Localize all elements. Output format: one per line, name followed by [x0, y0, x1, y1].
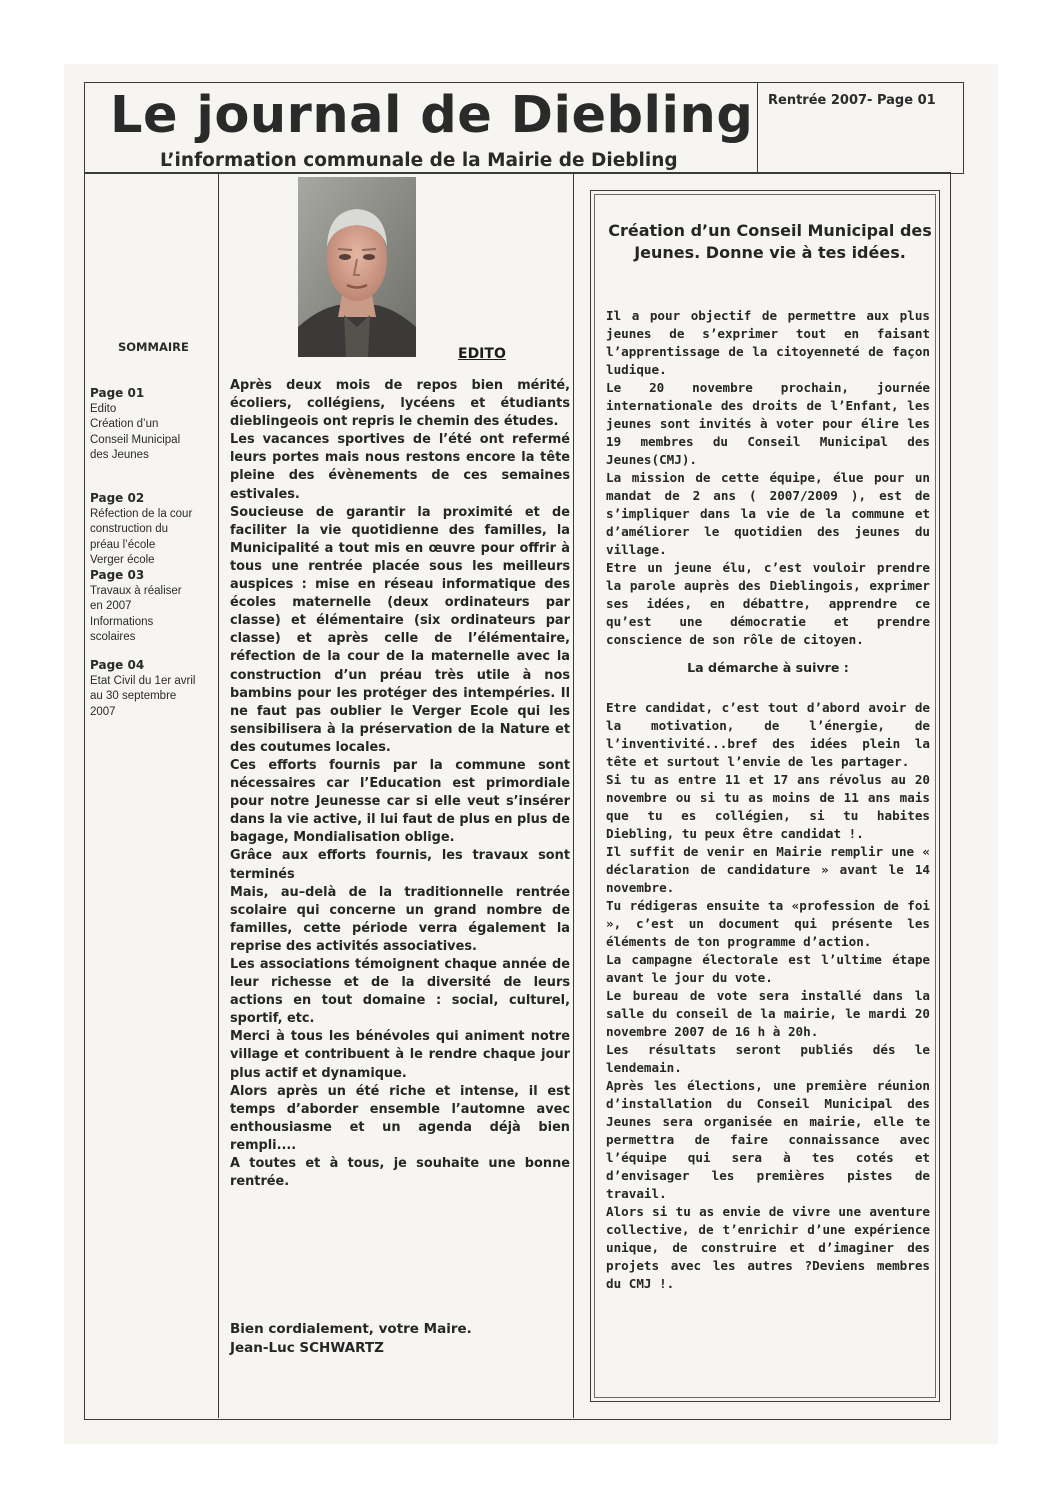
- toc-page-label: Page 02: [90, 491, 145, 505]
- edito-paragraph: Les associations témoignent chaque année de leur richesse et de la diversité de leurs actions en tout domaine : social, culturel, sportif, etc.: [230, 957, 570, 1027]
- toc-item: scolaires: [90, 631, 136, 643]
- toc-item: Conseil Municipal: [90, 433, 181, 446]
- cmj-paragraph: Il a pour objectif de permettre aux plus jeunes de s’exprimer tout en faisant l’apprentissage de la citoyenneté de façon ludique.: [606, 308, 930, 377]
- cmj-step: Si tu as entre 11 et 17 ans révolus au 20 novembre ou si tu as moins de 11 ans mais que tu es collégien, si tu habites Diebling, tu peux être candidat !.: [606, 772, 930, 841]
- toc-item: préau l’école: [90, 538, 156, 551]
- toc-item: au 30 septembre: [90, 690, 177, 702]
- edito-paragraph: Merci à tous les bénévoles qui animent notre village et contribuent à le rendre chaque jour plus actif et dynamique.: [230, 1029, 570, 1081]
- cmj-article-body: [606, 307, 930, 1293]
- toc-page-label: Page 03: [90, 568, 145, 582]
- cmj-step: La campagne électorale est l’ultime étape avant le jour du vote.: [606, 952, 930, 985]
- mayor-signature: Jean-Luc SCHWARTZ: [230, 1339, 384, 1356]
- toc-entry-page-03: [90, 568, 220, 646]
- cmj-step: Il suffit de venir en Mairie remplir une « déclaration de candidature » avant le 14 novembre.: [606, 844, 930, 895]
- cmj-paragraph: Etre un jeune élu, c’est vouloir prendre la parole auprès des Dieblingois, exprimer ses idées, en débattre, apprendre ce qu’est une démocratie et prendre conscience de son rôle de citoyen.: [606, 560, 930, 647]
- issue-label: Rentrée 2007- Page 01: [768, 93, 936, 108]
- toc-item: Réfection de la cour: [90, 507, 193, 520]
- edito-paragraph: Après deux mois de repos bien mérité, écoliers, collégiens, lycéens et étudiants dieblingeois ont repris le chemin des études.: [230, 378, 570, 430]
- cmj-step: Alors si tu as envie de vivre une aventure collective, de t’enrichir d’une expérience unique, de construire et d’imaginer des projets avec les autres ?Deviens membres du CMJ !.: [606, 1204, 930, 1291]
- edito-signature-block: [230, 1320, 570, 1357]
- edito-paragraph: Alors après un été riche et intense, il est temps d’aborder ensemble l’automne avec enthousiasme et un agenda déjà bien rempli....: [230, 1083, 570, 1153]
- toc-item: Création d’un: [90, 418, 159, 430]
- toc-item: Informations: [90, 615, 154, 628]
- toc-entry-page-04: [90, 658, 220, 720]
- cmj-step: Après les élections, une première réunion d’installation du Conseil Municipal des Jeunes sera organisée en mairie, elle te permettra de faire connaissance avec l’équipe qui sera à tes cotés et d’envisager les premières pistes de travail.: [606, 1078, 930, 1201]
- cmj-article-title: Création d’un Conseil Municipal des Jeunes. Donne vie à tes idées.: [608, 221, 932, 262]
- column-divider: [573, 172, 574, 1418]
- toc-item: Etat Civil du 1er avril: [90, 674, 196, 687]
- edito-body: [230, 377, 570, 1191]
- edito-paragraph: Mais, au–delà de la traditionnelle rentrée scolaire qui concerne un grand nombre de familles, cette période verra également la reprise des activités associatives.: [230, 884, 570, 954]
- edito-paragraph: Soucieuse de garantir la proximité et de faciliter la vie quotidienne des familles, la Municipalité a tout mis en œuvre pour offrir à tous une rentrée placée sous les meilleurs auspices : mise en réseau informatique des écoles maternelle (deux ordinateurs par classe) et élémentaire (six ordinateurs par classe) et après celle de l’élémentaire, réfection de la cour de la maternelle avec la construction d’un préau très utile à nos bambins pour les protéger des intempéries. Il ne faut pas oublier le Verger Ecole qui les sensibilisera à la préservation de la Nature et des coutumes locales.: [230, 504, 570, 755]
- toc-page-label: Page 04: [90, 658, 145, 672]
- page-subtitle: L’information communale de la Mairie de Diebling: [160, 150, 678, 171]
- edito-heading: EDITO: [458, 346, 506, 362]
- cmj-step: Le bureau de vote sera installé dans la salle du conseil de la mairie, le mardi 20 novembre 2007 de 16 h à 20h.: [606, 988, 930, 1039]
- cmj-step: Les résultats seront publiés dés le lendemain.: [606, 1042, 930, 1075]
- edito-paragraph: Les vacances sportives de l’été ont refermé leurs portes mais nous restons encore la tête pleine des évènements de ces semaines estivales.: [230, 432, 570, 502]
- page-title: Le journal de Diebling: [110, 86, 754, 145]
- sommaire-title: SOMMAIRE: [118, 340, 189, 354]
- toc-page-label: Page 01: [90, 386, 145, 400]
- cmj-paragraph: Le 20 novembre prochain, journée internationale des droits de l’Enfant, les jeunes sont invités à voter pour élire les 19 membres du Conseil Municipal des Jeunes(CMJ).: [606, 380, 930, 467]
- edito-closing: Bien cordialement, votre Maire.: [230, 1321, 472, 1337]
- edito-paragraph: Ces efforts fournis par la commune sont nécessaires car l’Education est primordiale pour notre Jeunesse car si elle veut s’insérer dans la vie active, il lui faut de plus en plus de bagage, Mondialisation oblige.: [230, 757, 570, 846]
- mayor-portrait: [298, 177, 416, 357]
- issue-divider: [757, 82, 758, 172]
- cmj-step: Etre candidat, c’est tout d’abord avoir de la motivation, de l’énergie, de l’inventivité...bref des idées plein la tête et surtout l’envie de les partager.: [606, 700, 930, 769]
- cmj-step: Tu rédigeras ensuite ta «profession de foi », c’est un document qui présente les éléments de ton programme d’action.: [606, 898, 930, 949]
- sidebar-divider: [218, 172, 219, 1418]
- toc-item: construction du: [90, 523, 168, 535]
- toc-entry-page-02: [90, 491, 220, 569]
- toc-item: Edito: [90, 402, 117, 415]
- toc-entry-page-01: [90, 386, 220, 464]
- edito-paragraph: A toutes et à tous, je souhaite une bonne rentrée.: [230, 1156, 570, 1190]
- toc-item: en 2007: [90, 600, 132, 612]
- cmj-subheading: La démarche à suivre :: [687, 660, 849, 675]
- toc-item: 2007: [90, 705, 116, 718]
- cmj-paragraph: La mission de cette équipe, élue pour un mandat de 2 ans ( 2007/2009 ), est de s’impliquer dans la vie de la commune et d’améliorer le quotidien des jeunes du village.: [606, 470, 930, 557]
- toc-item: Verger école: [90, 554, 155, 566]
- edito-paragraph: Grâce aux efforts fournis, les travaux sont terminés: [230, 848, 570, 882]
- toc-item: Travaux à réaliser: [90, 584, 182, 597]
- toc-item: des Jeunes: [90, 449, 149, 461]
